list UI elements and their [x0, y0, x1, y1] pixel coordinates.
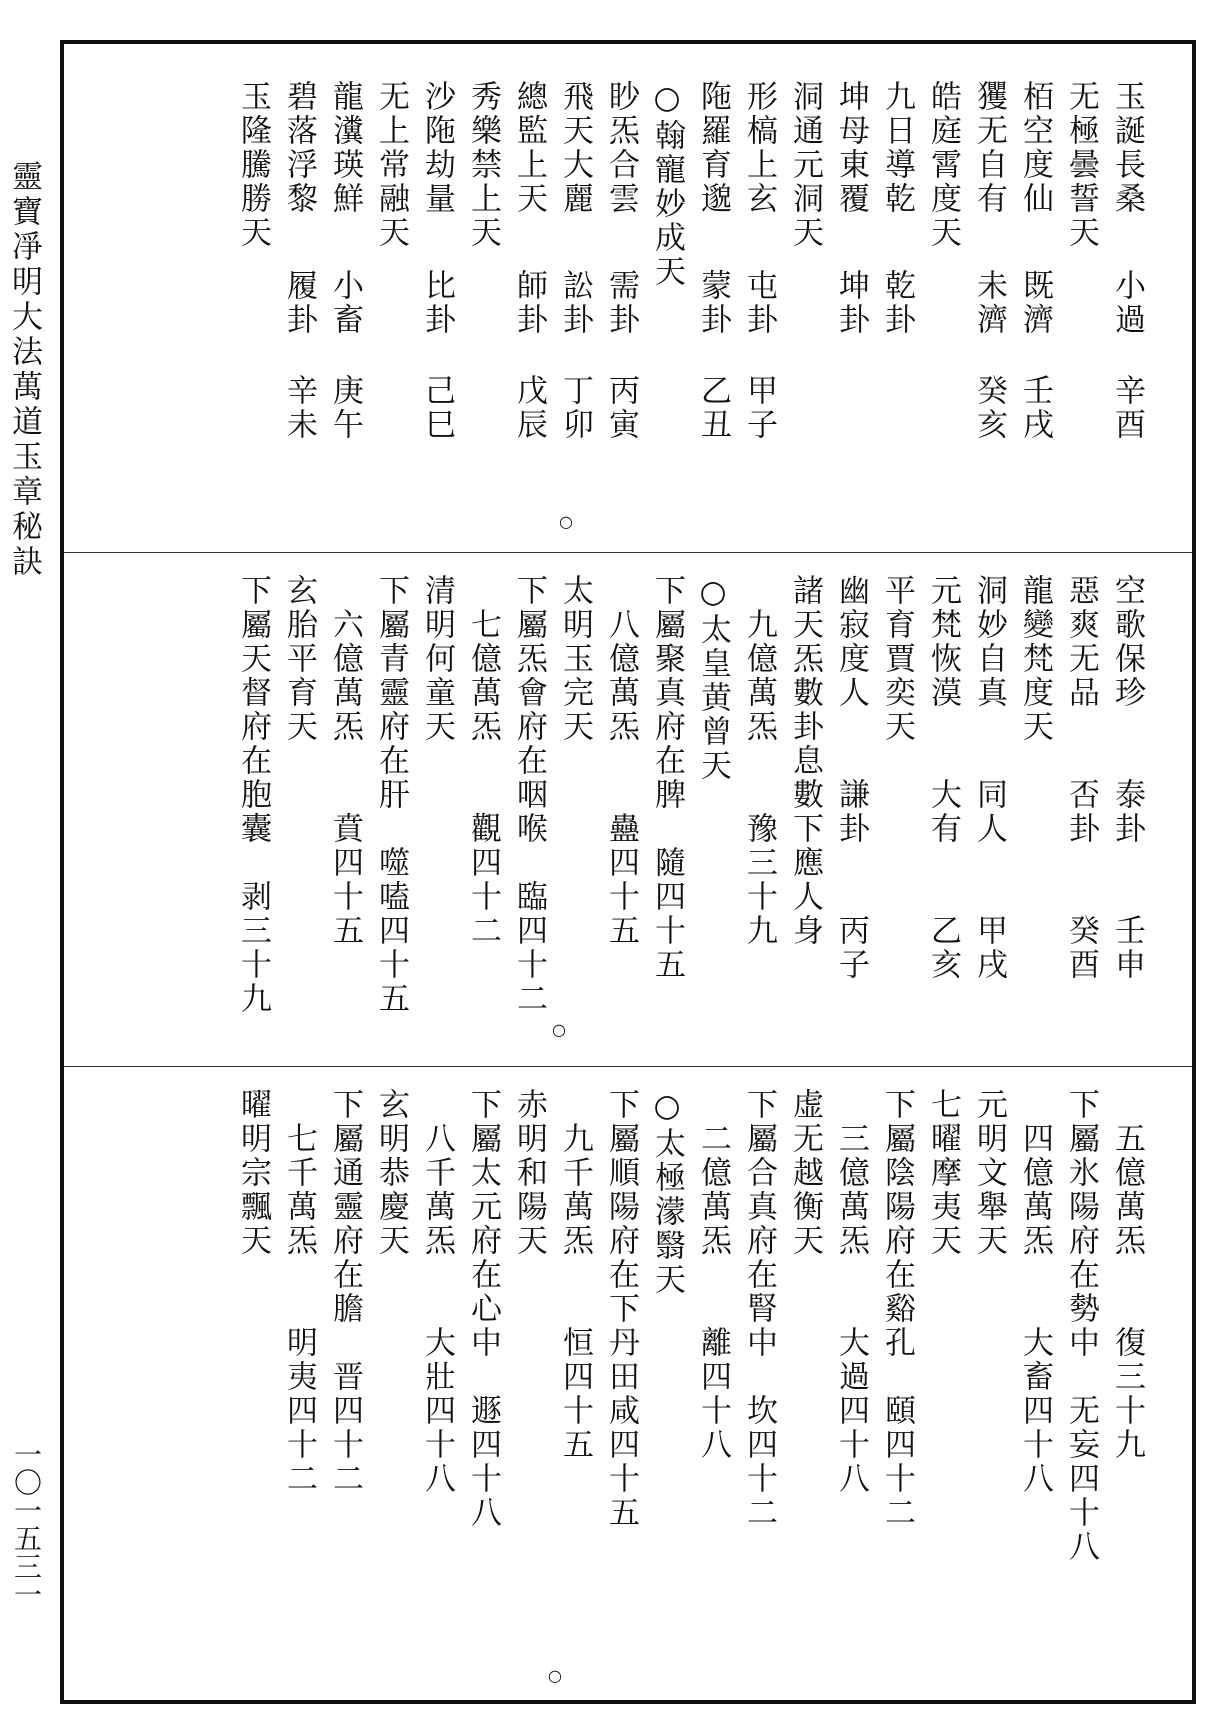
text-column: 六億萬炁 賁四十五	[327, 574, 363, 948]
text-column-mid: 訟卦	[557, 269, 593, 337]
text-column-top: 玃无自有	[971, 80, 1007, 216]
text-column: 下屬合真府在腎中 坎四十二	[741, 1088, 777, 1530]
text-column: 玄明恭慶天	[373, 1088, 409, 1258]
text-column: 下屬氷陽府在勢中 无妄四十八	[1063, 1088, 1099, 1564]
text-column-top: 玉誕長桑	[1109, 80, 1145, 216]
text-column-low: 戊辰	[511, 374, 547, 442]
text-column: 元梵恢漠 大有 乙亥	[925, 574, 961, 982]
text-column: 太明玉完天	[557, 574, 593, 744]
text-column-top: ○翰寵妙成天	[649, 80, 685, 289]
text-column: 九千萬炁 恒四十五	[557, 1088, 593, 1462]
text-column-top: 陁羅育邈	[695, 80, 731, 216]
text-column-mid: 小畜	[327, 269, 363, 337]
text-column: 元明文舉天	[971, 1088, 1007, 1258]
text-column: 龍變梵度天	[1017, 574, 1053, 744]
text-column-low: 辛未	[281, 374, 317, 442]
text-column-mid: 履卦	[281, 269, 317, 337]
text-column: 下屬陰陽府在谿孔 頤四十二	[879, 1088, 915, 1530]
text-column-low: 癸亥	[971, 374, 1007, 442]
text-column: 下屬青靈府在肝 噬嗑四十五	[373, 574, 409, 1016]
text-column: 虚无越衡天	[787, 1088, 823, 1258]
text-column: 下屬聚真府在脾 隨四十五	[649, 574, 685, 982]
text-column-mid: 師卦	[511, 269, 547, 337]
text-column-top: 坤母東覆	[833, 80, 869, 216]
text-column: ○太極濛翳天	[649, 1088, 685, 1297]
register-top	[64, 44, 1192, 602]
register-divider-2	[64, 1066, 1192, 1067]
text-column-low: 乙丑	[695, 374, 731, 442]
text-column-mid: 屯卦	[741, 269, 777, 337]
text-column: 洞妙自真 同人 甲戌	[971, 574, 1007, 982]
text-column-low: 辛酉	[1109, 374, 1145, 442]
text-column-top: 沙陁劫量	[419, 80, 455, 216]
text-column-top: 皓庭霄度天	[925, 80, 961, 250]
text-column: 曜明宗飄天	[235, 1088, 271, 1258]
text-column: 七千萬炁 明夷四十二	[281, 1088, 317, 1496]
text-column-top: 總監上天	[511, 80, 547, 216]
text-column-top: 形槁上玄	[741, 80, 777, 216]
text-column-top: 栢空度仙	[1017, 80, 1053, 216]
text-column: 七曜摩夷天	[925, 1088, 961, 1258]
register-divider-1	[64, 552, 1192, 553]
text-column-top: 玉隆騰勝天	[235, 80, 271, 250]
text-column-mid: 未濟	[971, 269, 1007, 337]
text-column: 四億萬炁 大畜四十八	[1017, 1088, 1053, 1496]
text-column-mid: 乾卦	[879, 269, 915, 337]
text-column: ○太皇黄曾天	[695, 574, 731, 783]
text-column: 幽寂度人 謙卦 丙子	[833, 574, 869, 982]
text-column: 玄胎平育天	[281, 574, 317, 744]
text-column-mid: 小過	[1109, 269, 1145, 337]
register-circle-3: ○	[548, 1666, 562, 1685]
text-column: 下屬炁會府在咽喉 臨四十二	[511, 574, 547, 1016]
text-column: 二億萬炁 離四十八	[695, 1088, 731, 1462]
text-column: 下屬太元府在心中 遯四十八	[465, 1088, 501, 1530]
text-column: 下屬天督府在胞囊 剥三十九	[235, 574, 271, 1016]
register-circle-1: ○	[559, 512, 573, 531]
text-column-top: 龍瀵瑛鮮	[327, 80, 363, 216]
text-column: 五億萬炁 復三十九	[1109, 1088, 1145, 1462]
text-column-top: 洞通元洞天	[787, 80, 823, 250]
text-column: 九億萬炁 豫三十九	[741, 574, 777, 948]
text-column-top: 眇炁合雲	[603, 80, 639, 216]
text-column: 空歌保珍 泰卦 壬申	[1109, 574, 1145, 982]
text-column-mid: 坤卦	[833, 269, 869, 337]
text-column-low: 壬戌	[1017, 374, 1053, 442]
text-column-mid: 既濟	[1017, 269, 1053, 337]
text-column-mid: 比卦	[419, 269, 455, 337]
register-circle-2: ○	[552, 1020, 566, 1039]
book-title-margin: 靈寶凈明大法萬道玉章秘訣	[6, 160, 42, 580]
text-column: 平育賈奕天	[879, 574, 915, 744]
text-column-top: 九日導乾	[879, 80, 915, 216]
text-column-mid: 需卦	[603, 269, 639, 337]
text-column: 清明何童天	[419, 574, 455, 744]
register-middle	[64, 556, 1192, 1114]
text-column-low: 庚午	[327, 374, 363, 442]
text-column-top: 无極曇誓天	[1063, 80, 1099, 250]
text-column: 三億萬炁 大過四十八	[833, 1088, 869, 1496]
page-number-margin: 一〇一五三一	[10, 1440, 43, 1608]
text-column: 八億萬炁 蠱四十五	[603, 574, 639, 948]
text-column: 下屬順陽府在下丹田咸四十五	[603, 1088, 639, 1530]
text-column-top: 飛天大麗	[557, 80, 593, 216]
text-column-top: 无上常融天	[373, 80, 409, 250]
text-column: 惡爽无品 否卦 癸酉	[1063, 574, 1099, 982]
text-column-low: 甲子	[741, 374, 777, 442]
page-frame	[60, 40, 1196, 1704]
register-bottom	[64, 1070, 1192, 1610]
text-column: 赤明和陽天	[511, 1088, 547, 1258]
text-column: 八千萬炁 大壯四十八	[419, 1088, 455, 1496]
text-column-top: 碧落浮黎	[281, 80, 317, 216]
text-column-mid: 蒙卦	[695, 269, 731, 337]
text-column-low: 丙寅	[603, 374, 639, 442]
text-column-low: 己巳	[419, 374, 455, 442]
text-column: 下屬通靈府在膽 晋四十二	[327, 1088, 363, 1496]
text-column: 七億萬炁 觀四十二	[465, 574, 501, 948]
text-column-low: 丁卯	[557, 374, 593, 442]
text-column-top: 秀樂禁上天	[465, 80, 501, 250]
text-column: 諸天炁數卦息數下應人身	[787, 574, 823, 948]
